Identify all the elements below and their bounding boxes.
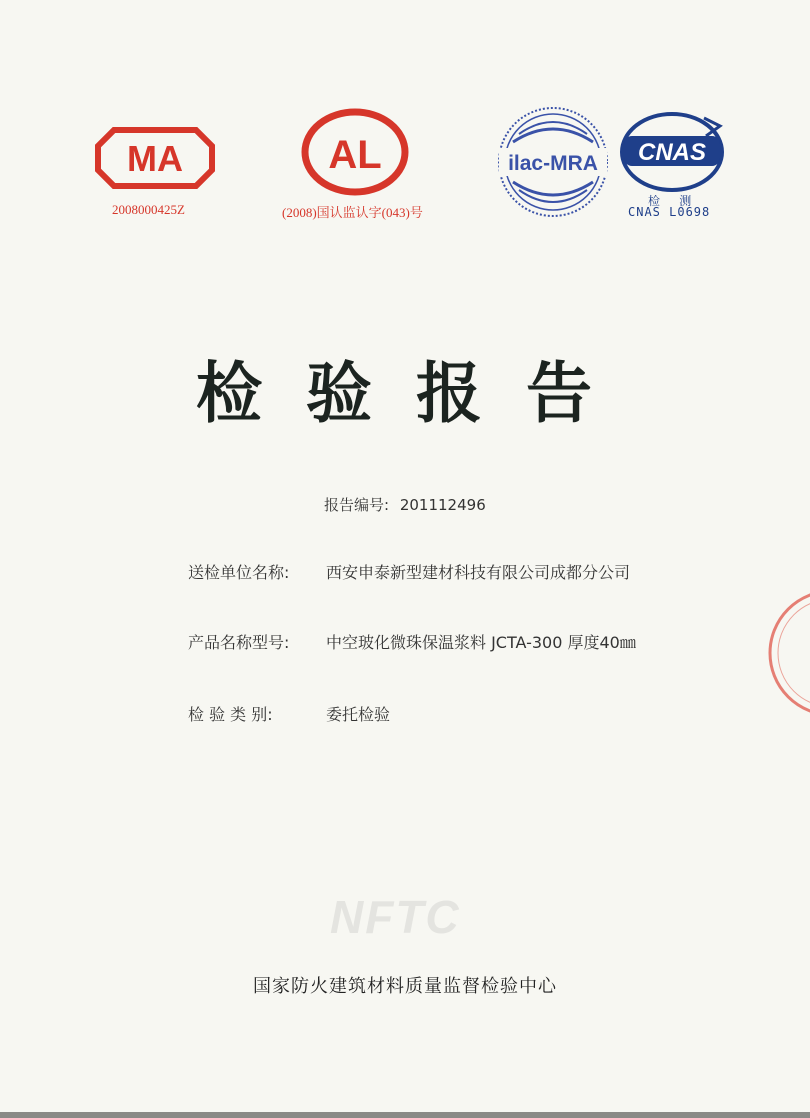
page-title: 检验报告 [196, 355, 636, 432]
report-number-value: 201112496 [399, 496, 486, 514]
report-number-label: 报告编号: [324, 496, 390, 514]
cal-logo [300, 106, 410, 198]
scan-edge [0, 1112, 810, 1118]
field-sender-value: 西安申泰新型建材科技有限公司成都分公司 [326, 563, 631, 582]
field-category-value: 委托检验 [326, 705, 391, 724]
issuing-organization: 国家防火建筑材料质量监督检验中心 [253, 976, 557, 997]
field-sender-label: 送检单位名称: [188, 563, 290, 582]
cnas-logo-text: CNAS [637, 139, 707, 166]
official-seal [760, 585, 810, 720]
cma-number: 2008000425Z [112, 202, 185, 217]
cnas-sub-label: 检 测 [648, 194, 698, 208]
cal-logo-text: AL [328, 133, 382, 177]
field-product-label: 产品名称型号: [188, 633, 290, 652]
cal-number: (2008)国认监认字(043)号 [282, 205, 423, 220]
field-category-label: 检 验 类 别: [188, 705, 273, 724]
cma-logo [94, 126, 216, 190]
field-product-value: 中空玻化微珠保温浆料 JCTA-300 厚度40㎜ [326, 633, 636, 652]
cma-logo-text: MA [127, 138, 183, 179]
ilac-mra-logo [497, 106, 609, 218]
cnas-logo [616, 108, 728, 196]
report-number [324, 494, 486, 515]
ilac-mra-text: ilac-MRA [508, 152, 598, 175]
field-category [188, 702, 390, 725]
field-sender [188, 560, 630, 583]
field-product [188, 630, 636, 653]
cnas-number: CNAS L0698 [628, 205, 711, 219]
nftc-watermark: NFTC [330, 891, 461, 943]
